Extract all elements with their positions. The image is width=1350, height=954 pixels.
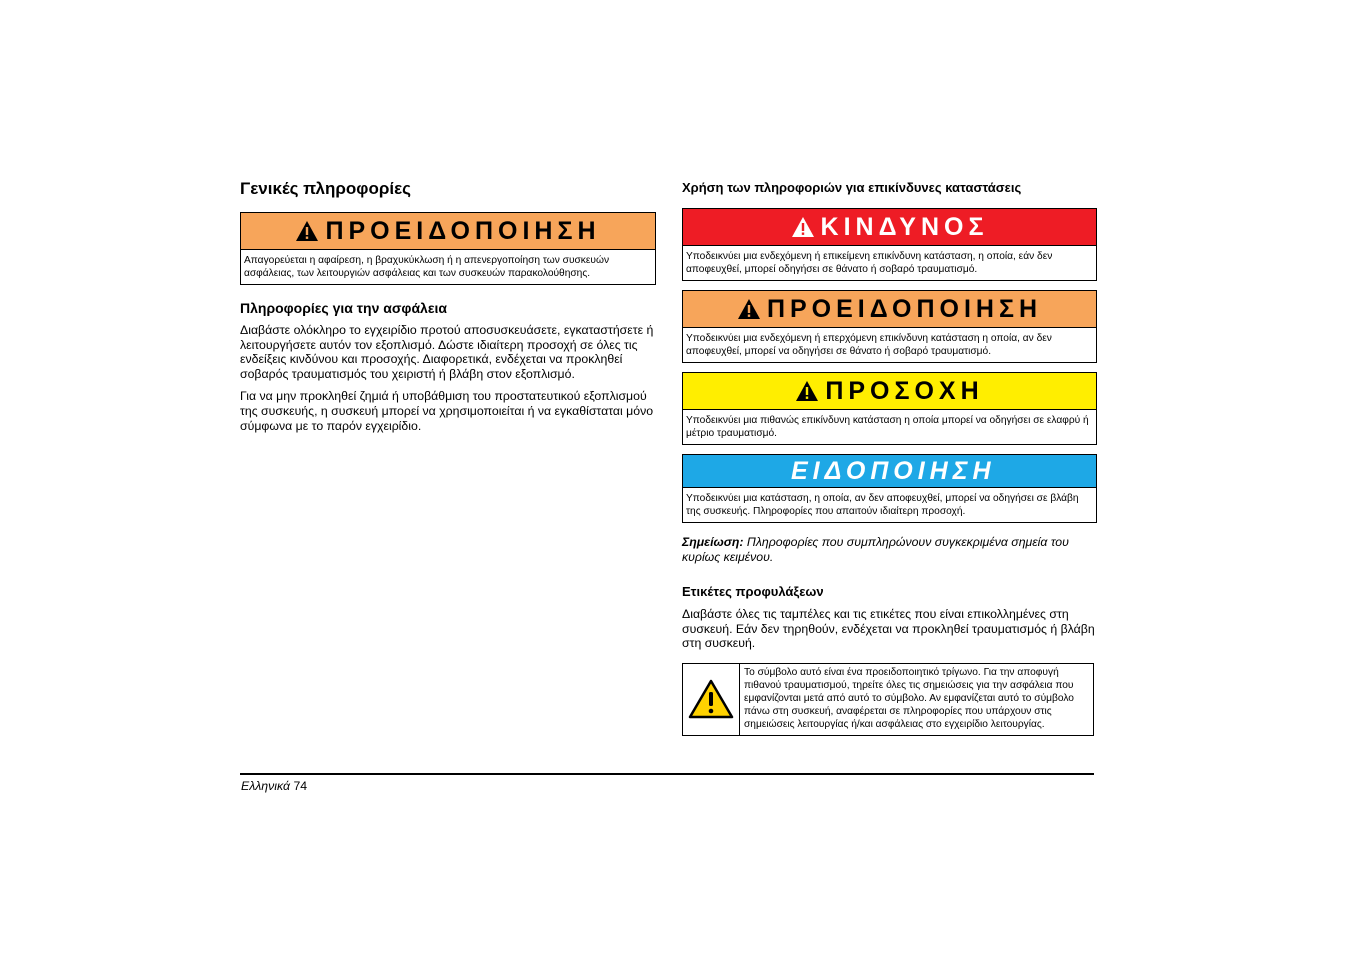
safety-paragraph-1: Διαβάστε ολόκληρο το εγχειρίδιο προτού αποσυσκευάσετε, εγκαταστήσετε ή λειτουργήσετε αυτόν τον εξοπλισμό. Δώστε ιδιαίτερη προσοχή σε όλες τις ενδείξεις κινδύνου και προσοχής. Διαφορετικά, ενδέχεται να προκληθεί σοβαρός τραυματισμός του χειριστή ή βλάβη στον εξοπλισμό. — [240, 323, 654, 381]
safety-heading: Πληροφορίες για την ασφάλεια — [240, 300, 447, 316]
footer-divider — [240, 773, 1094, 775]
danger-text: Υποδεικνύει μια ενδεχόμενη ή επικείμενη επικίνδυνη κατάσταση, η οποία, εάν δεν αποφευχθεί, μπορεί οδηγήσει σε θάνατο ή σοβαρό τραυματισμό. — [686, 251, 1053, 275]
page-number: 74 — [293, 779, 308, 793]
labels-paragraph: Διαβάστε όλες τις ταμπέλες και τις ετικέτες που είναι επικολλημένες στη συσκευή. Εάν δεν τηρηθούν, ενδέχεται να προκληθεί τραυματισμός ή βλάβη στη συσκευή. — [682, 607, 1095, 651]
right-column — [682, 180, 1097, 736]
notice-text: Υποδεικνύει μια κατάσταση, η οποία, αν δεν αποφευχθεί, μπορεί να οδηγήσει σε βλάβη της συσκευής. Πληροφορίες που απαιτούν ιδιαίτερη προσοχή. — [686, 493, 1079, 517]
notice-header — [683, 455, 1096, 488]
warning-triangle-icon — [295, 220, 319, 242]
danger-header-label: ΚΙΝΔΥΝΟΣ — [820, 212, 989, 241]
warning-text: Απαγορεύεται η αφαίρεση, η βραχυκύκλωση ή η απενεργοποίηση των συσκευών ασφάλειας, των λειτουργιών ασφάλειας και των συσκευών παρακολούθησης. — [244, 255, 610, 279]
caution-text: Υποδεικνύει μια πιθανώς επικίνδυνη κατάσταση η οποία μπορεί να οδηγήσει σε ελαφρύ ή μέτριο τραυματισμό. — [686, 415, 1089, 439]
warning-text: Υποδεικνύει μια ενδεχόμενη ή επερχόμενη επικίνδυνη κατάσταση η οποία, αν δεν αποφευχθεί, μπορεί να οδηγήσει σε θάνατο ή σοβαρό τραυματισμό. — [686, 333, 1052, 357]
danger-box — [682, 208, 1097, 281]
note — [682, 535, 1097, 565]
symbol-table — [682, 663, 1094, 736]
warning-triangle-icon — [791, 216, 815, 238]
warning-triangle-icon — [795, 380, 819, 402]
hazard-info-heading: Χρήση των πληροφοριών για επικίνδυνες καταστάσεις — [682, 180, 1022, 195]
warning-header — [241, 213, 655, 250]
left-column — [240, 178, 656, 441]
warning-header — [683, 291, 1096, 328]
symbol-cell — [683, 664, 740, 735]
caution-box — [682, 372, 1097, 445]
footer-language: Ελληνικά — [241, 779, 291, 793]
caution-header-label: ΠΡΟΣΟΧΗ — [825, 376, 984, 405]
warning-box-left — [240, 212, 656, 285]
caution-header — [683, 373, 1096, 410]
danger-header — [683, 209, 1096, 246]
section-title: Γενικές πληροφορίες — [240, 179, 411, 198]
note-text: Πληροφορίες που συμπληρώνουν συγκεκριμένα σημεία του κυρίως κειμένου. — [682, 535, 1069, 564]
warning-triangle-icon — [737, 298, 761, 320]
warning-triangle-icon — [688, 679, 734, 719]
warning-header-label: ΠΡΟΕΙΔΟΠΟΙΗΣΗ — [766, 294, 1043, 323]
notice-header-label: ΕΙΔΟΠΟΙΗΣΗ — [791, 456, 996, 485]
page-footer — [241, 779, 307, 793]
safety-paragraph-2: Για να μην προκληθεί ζημιά ή υποβάθμιση του προστατευτικού εξοπλισμού της συσκευής, η συσκευή μπορεί να χρησιμοποιείται ή να εγκαθίσταται μόνο σύμφωνα με το παρόν εγχειρίδιο. — [240, 389, 654, 433]
labels-heading: Ετικέτες προφυλάξεων — [682, 584, 824, 599]
note-label: Σημείωση: — [682, 535, 744, 549]
warning-box-right — [682, 290, 1097, 363]
notice-box — [682, 454, 1097, 523]
warning-header-label: ΠΡΟΕΙΔΟΠΟΙΗΣΗ — [325, 216, 601, 245]
symbol-description: Το σύμβολο αυτό είναι ένα προειδοποιητικό τρίγωνο. Για την αποφυγή πιθανού τραυματισμού, τηρείτε όλες τις σημειώσεις για την ασφάλεια που εμφανίζονται μετά από αυτό το σύμβολο. Αν εμφανίζεται αυτό το σύμβολο πάνω στη συσκευή, αναφέρεται σε πληροφορίες που υπάρχουν στις σημειώσεις λειτουργίας ή/και ασφάλειας στο εγχειρίδιο λειτουργίας. — [744, 666, 1074, 730]
